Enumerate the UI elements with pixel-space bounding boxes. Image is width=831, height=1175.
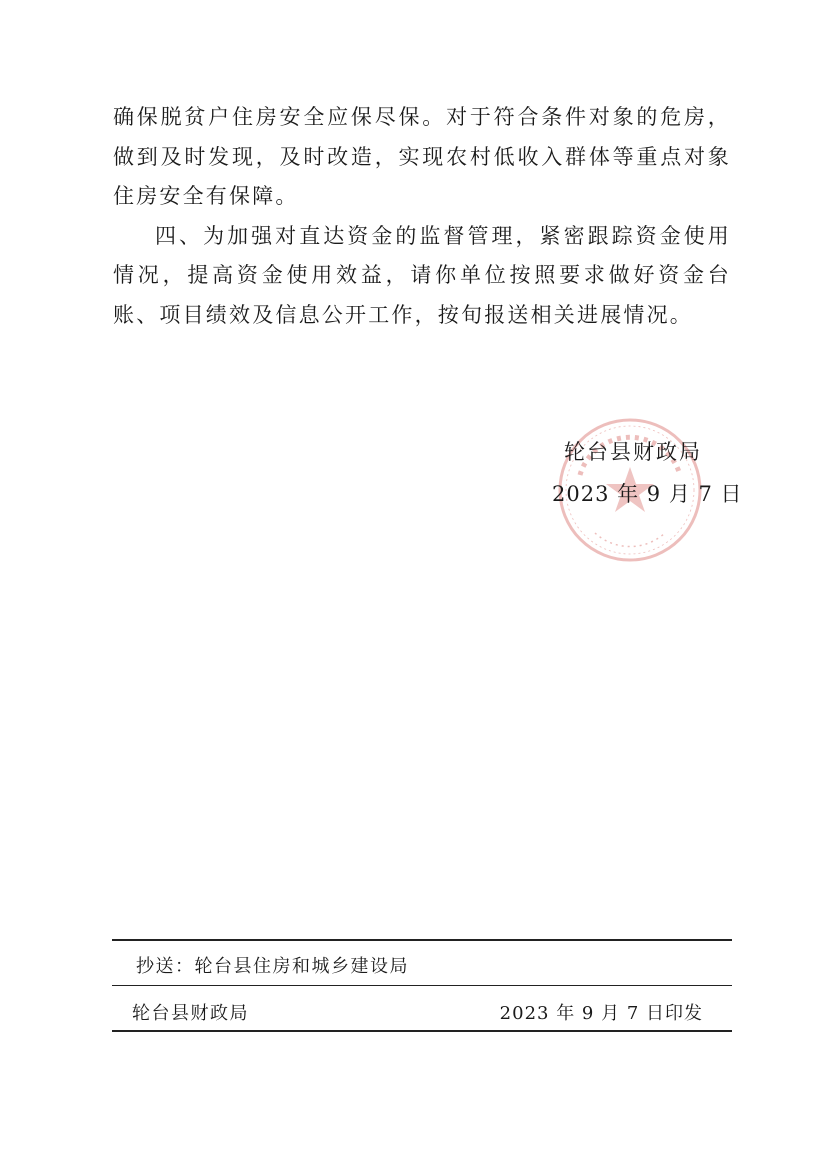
body-paragraph-2: 四、为加强对直达资金的监督管理，紧密跟踪资金使用情况，提高资金使用效益，请你单位按照要求做好资金台账、项目绩效及信息公开工作，按旬报送相关进展情况。 xyxy=(113,223,731,327)
signature-organization: 轮台县财政局 xyxy=(564,440,702,464)
footer-bottom-rule xyxy=(112,1030,732,1032)
footer-middle-rule xyxy=(112,985,732,986)
body-paragraph-1: 确保脱贫户住房安全应保尽保。对于符合条件对象的危房，做到及时发现，及时改造，实现农村低收入群体等重点对象住房安全有保障。 xyxy=(113,105,731,208)
issue-date: 2023 年 9 月 7 日印发 xyxy=(499,1003,703,1024)
document-body xyxy=(113,98,731,335)
issuing-organization: 轮台县财政局 xyxy=(132,1003,249,1024)
footer-top-rule xyxy=(112,939,732,941)
cc-recipients: 抄送：轮台县住房和城乡建设局 xyxy=(136,956,409,977)
signature-date: 2023 年 9 月 7 日 xyxy=(552,482,743,506)
